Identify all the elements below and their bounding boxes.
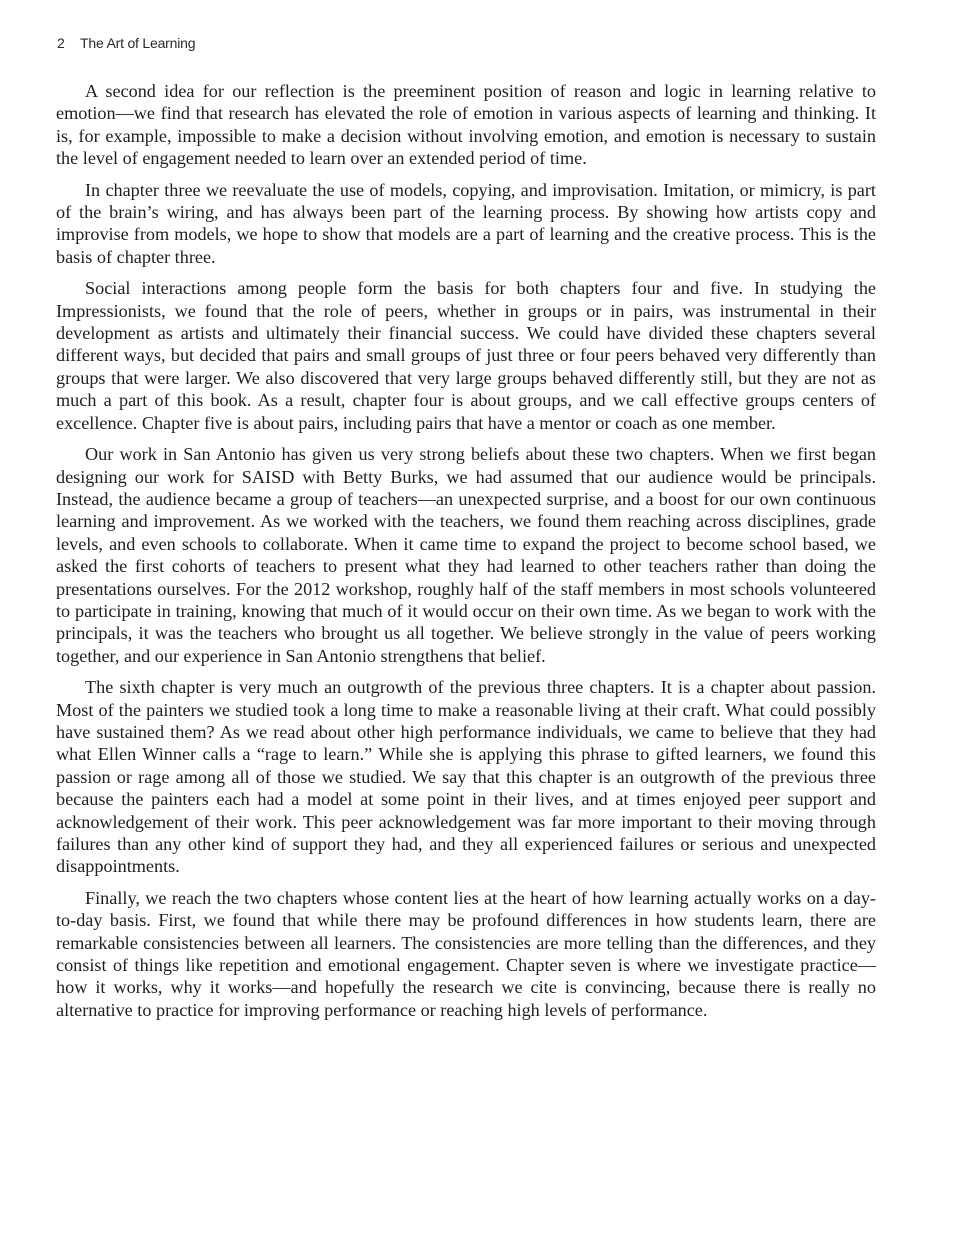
running-head [57,35,195,51]
paragraph-chapter-seven: Finally, we reach the two chapters whose content lies at the heart of how learning actually works on a day- to-day basis. First, we found that while there may be profound differences in how students learn, there are remarkable consistencies between all learners. The consistencies are more telling than the differences, and they consist of things like repetition and emotional engagement. Chapter seven is where we investigate practice—how it works, why it works—and hopefully the research we cite is convincing, because there is really no alternative to practice for improving performance or reaching high levels of performance. [56,887,876,1020]
book-title: The Art of Learning [80,35,196,51]
paragraph-reason-and-emotion: A second idea for our reflection is the preeminent position of reason and logic in learning relative to emotion—we find that research has elevated the role of emotion in various aspects of learning and thinking. It is, for example, impossible to make a decision without involving emotion, and emotion is necessary to sustain the level of engagement needed to learn over an extended period of time. [56,81,876,169]
paragraph-chapters-four-five: Social interactions among people form the basis for both chapters four and five. In studying the Impressionists, we found that the role of peers, whether in groups or in pairs, was instrumental in their development as artists and ultimately their financial success. We could have divided these chapters several different ways, but decided that pairs and small groups of just three or four peers behaved very differently than groups that were larger. We also discovered that very large groups behaved differently still, but they are not as much a part of this book. As a result, chapter four is about groups, and we call effective groups centers of excellence. Chapter five is about pairs, including pairs that have a mentor or coach as one member. [56,278,876,433]
body-text [56,80,876,1030]
paragraph-chapter-six: The sixth chapter is very much an outgrowth of the previous three chapters. It is a chapter about passion. Most of the painters we studied took a long time to make a reasonable living at their craft. What could possibly have sustained them? As we read about other high performance individuals, we came to believe that they had what Ellen Winner calls a “rage to learn.” While she is applying this phrase to gifted learners, we found this passion or rage among all of those we studied. We say that this chapter is an outgrowth of the previous three because the painters each had a model at some point in their lives, and at times enjoyed peer support and acknowledgement of their work. This peer acknowledgement was far more important to their moving through failures than any other kind of support they had, and they all experienced failures or serious and unexpected disappointments. [56,677,876,877]
paragraph-chapter-three: In chapter three we reevaluate the use of models, copying, and improvisation. Imitation, or mimicry, is part of the brain’s wiring, and has always been part of the learning process. By showing how artists copy and improvise from models, we hope to show that models are a part of learning and the creative process. This is the basis of chapter three. [56,179,876,267]
page-number: 2 [57,35,65,51]
paragraph-san-antonio: Our work in San Antonio has given us very strong beliefs about these two chapters. When we first began designing our work for SAISD with Betty Burks, we had assumed that our audience would be principals. Instead, the audience became a group of teachers—an unexpected surprise, and a boost for our own continuous learning and improvement. As we worked with the teachers, we found them reaching across disciplines, grade levels, and even schools to collaborate. When it came time to expand the project to become school based, we asked the first cohorts of teachers to present what they had learned to other teachers rather than doing the presentations ourselves. For the 2012 workshop, roughly half of the staff members in most schools volunteered to participate in training, knowing that much of it would occur on their own time. As we began to work with the principals, it was the teachers who brought us all together. We believe strongly in the value of peers working together, and our experience in San Antonio strengthens that belief. [56,444,876,666]
